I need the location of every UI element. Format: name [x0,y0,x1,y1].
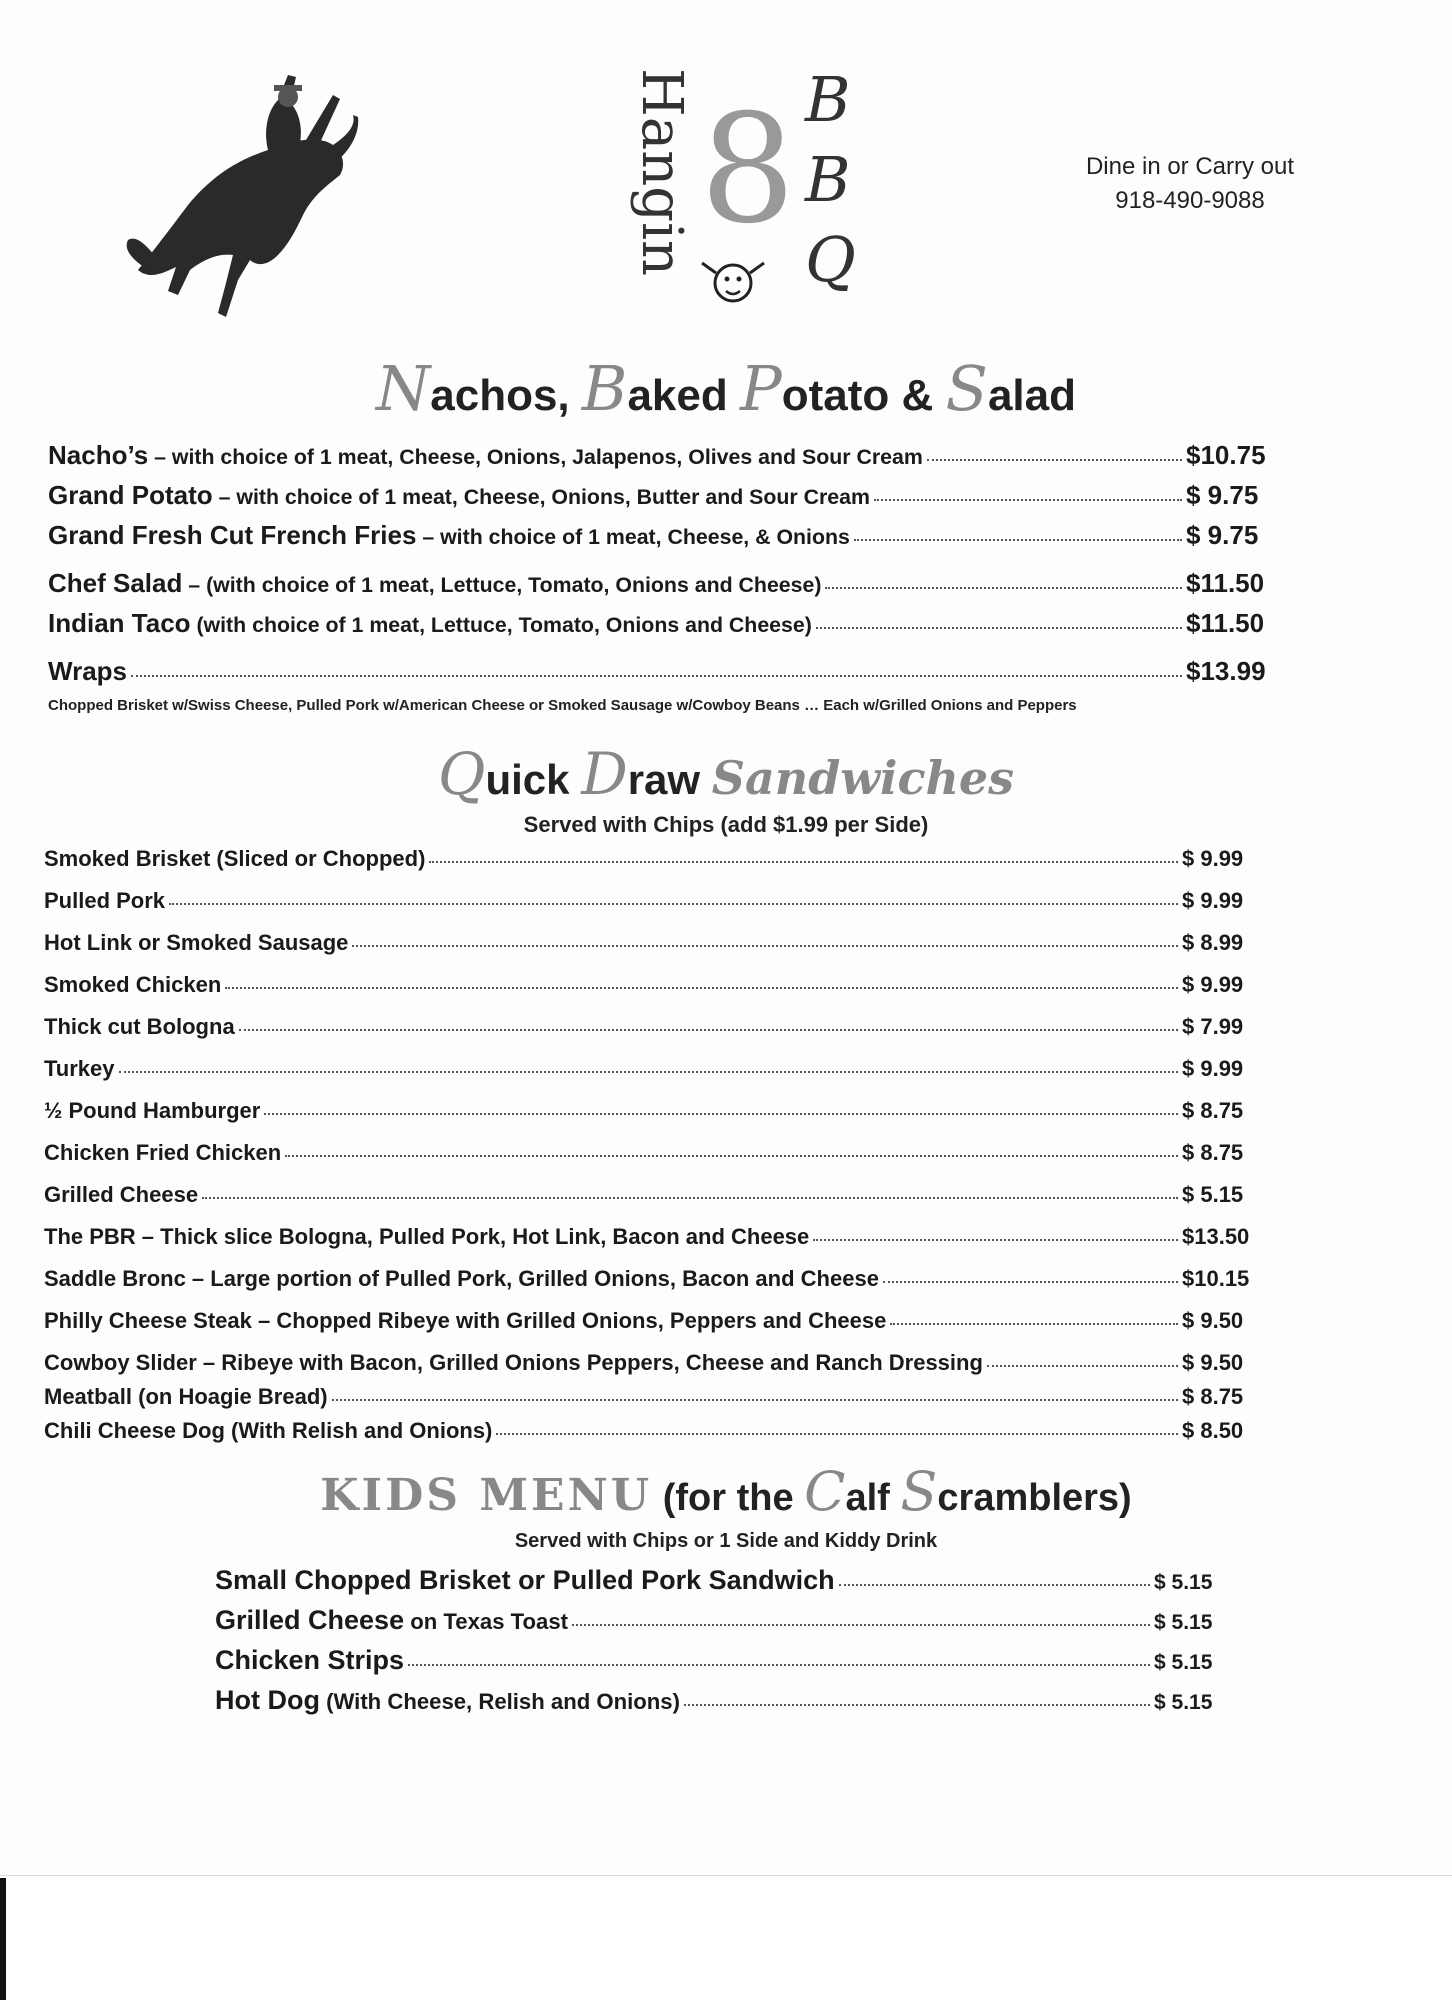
item-price: $ 9.99 [1182,972,1244,997]
item-price: $ 5.15 [1154,1651,1213,1674]
logo-bbq [805,60,875,300]
leader-dots [890,1323,1178,1325]
leader-dots [408,1664,1150,1666]
item-name: Hot Dog [215,1685,320,1715]
leader-dots [825,587,1182,589]
title-cap: S [900,1460,938,1523]
item-price: $ 9.99 [1182,888,1244,913]
item-name: Smoked Chicken [44,972,222,997]
nachos-section-title [0,352,1452,425]
menu-item [44,1182,1254,1208]
sandwich-subtitle: Served with Chips (add $1.99 per Side) [523,812,929,837]
title-rest: achos, [430,371,582,420]
leader-dots [202,1197,1178,1199]
scan-edge-mark [0,1878,6,2000]
item-price: $ 5.15 [1182,1182,1244,1207]
item-name: Chili Cheese Dog (With Relish and Onions) [44,1418,493,1443]
item-desc: (with choice of 1 meat, Lettuce, Tomato, Onions and Cheese) [190,613,812,637]
menu-item [215,1605,1220,1636]
item-price: $10.15 [1182,1266,1250,1291]
leader-dots [854,539,1182,541]
leader-dots [927,459,1182,461]
item-name: Chicken Fried Chicken [44,1140,282,1165]
logo-word-text: Hangin [629,68,694,277]
menu-item [44,1098,1254,1124]
menu-item [44,1224,1254,1250]
item-name: ½ Pound Hamburger [44,1098,261,1123]
leader-dots [264,1113,1178,1115]
item-name: Saddle Bronc – Large portion of Pulled Pork, Grilled Onions, Bacon and Cheese [44,1266,879,1291]
leader-dots [225,987,1178,989]
item-name: Meatball (on Hoagie Bread) [44,1384,328,1409]
title-rest: cramblers) [937,1477,1132,1519]
menu-item [215,1565,1220,1596]
item-price: $ 9.99 [1182,846,1244,871]
item-desc: on Texas Toast [404,1609,569,1634]
leader-dots [352,945,1178,947]
menu-item [44,1384,1254,1410]
title-cap: C [804,1460,846,1523]
leader-dots [496,1433,1178,1435]
menu-item [44,1140,1254,1166]
item-price: $ 5.15 [1154,1571,1213,1594]
phone-number: 918-490-9088 [1115,187,1265,214]
title-cap: Q [437,740,486,808]
title-script: Sandwiches [711,751,1015,805]
logo-eight: 8 [700,83,796,257]
item-desc: – with choice of 1 meat, Cheese, & Onions [416,525,850,549]
item-price: $ 8.50 [1182,1418,1244,1443]
item-name: Grand Potato [48,480,213,510]
item-price: $13.50 [1182,1224,1250,1249]
menu-item [44,1308,1254,1334]
title-rest: alad [987,371,1076,420]
item-name: Grand Fresh Cut French Fries [48,520,417,550]
dine-carry-text: Dine in or Carry out [1085,153,1295,180]
leader-dots [987,1365,1178,1367]
menu-item [48,440,1268,471]
leader-dots [839,1584,1150,1586]
title-cap: S [945,352,988,425]
item-price: $ 9.50 [1182,1308,1244,1333]
item-desc: – (with choice of 1 meat, Lettuce, Tomato, Onions and Cheese) [182,573,822,597]
bull-rider-logo [118,55,358,320]
menu-item [48,656,1268,687]
item-price: $ 9.99 [1182,1056,1244,1081]
item-price: $ 9.75 [1186,480,1259,510]
leader-dots [816,627,1182,629]
title-cap: B [581,352,628,425]
item-price: $10.75 [1186,440,1266,470]
menu-item [48,568,1268,599]
item-price: $ 5.15 [1154,1611,1213,1634]
title-rest: raw [627,756,712,803]
kids-section-title [0,1460,1452,1523]
leader-dots [119,1071,1178,1073]
item-name: Wraps [48,656,127,686]
logo-hangin-word [585,58,694,308]
leader-dots [883,1281,1178,1283]
item-price: $ 9.50 [1182,1350,1244,1375]
leader-dots [239,1029,1178,1031]
kids-menu-label: KIDS MENU [320,1470,653,1521]
scan-bottom-margin [0,1875,1452,2001]
menu-item [44,930,1254,956]
title-rest: alf [845,1477,901,1519]
calf-face-icon [698,245,768,315]
logo-bbq-letter: B [805,63,851,136]
title-cap: N [376,352,431,425]
item-price: $13.99 [1186,656,1266,686]
item-price: $ 8.99 [1182,930,1244,955]
item-price: $ 9.75 [1186,520,1259,550]
item-price: $ 7.99 [1182,1014,1244,1039]
item-price: $11.50 [1186,608,1265,638]
item-name: Grilled Cheese [215,1605,405,1635]
item-price: $11.50 [1186,568,1265,598]
item-price: $ 8.75 [1182,1384,1244,1409]
item-name: Philly Cheese Steak – Chopped Ribeye with Grilled Onions, Peppers and Cheese [44,1308,887,1333]
item-name: Indian Taco [48,608,191,638]
item-price: $ 8.75 [1182,1098,1244,1123]
item-name: Pulled Pork [44,888,166,913]
wraps-note: Chopped Brisket w/Swiss Cheese, Pulled Pork w/American Cheese or Smoked Sausage w/Cowboy Beans … Each w/Grilled Onions and Peppers [48,697,1077,714]
item-name: The PBR – Thick slice Bologna, Pulled Pork, Hot Link, Bacon and Cheese [44,1224,810,1249]
leader-dots [874,499,1182,501]
menu-item [44,1056,1254,1082]
logo-bbq-letter: B [805,143,851,216]
leader-dots [429,861,1178,863]
item-name: Hot Link or Smoked Sausage [44,930,349,955]
menu-item [44,1350,1254,1376]
leader-dots [684,1704,1150,1706]
title-cap: P [739,352,782,425]
contact-info [1060,150,1320,218]
item-name: Grilled Cheese [44,1182,199,1207]
title-rest: uick [485,756,582,803]
title-rest: otato & [781,371,946,420]
leader-dots [285,1155,1178,1157]
item-name: Small Chopped Brisket or Pulled Pork Sandwich [215,1565,835,1595]
menu-item [44,1418,1254,1444]
menu-item [44,888,1254,914]
logo-bbq-letter: Q [805,223,856,296]
leader-dots [169,903,1178,905]
menu-item [44,846,1254,872]
leader-dots [332,1399,1178,1401]
menu-item [215,1685,1220,1716]
item-price: $ 8.75 [1182,1140,1244,1165]
menu-item [48,480,1268,511]
item-name: Nacho’s [48,440,149,470]
item-name: Cowboy Slider – Ribeye with Bacon, Grilled Onions Peppers, Cheese and Ranch Dressing [44,1350,983,1375]
menu-item [44,1266,1254,1292]
item-name: Thick cut Bologna [44,1014,235,1039]
kids-subtitle: Served with Chips or 1 Side and Kiddy Drink [514,1530,938,1552]
title-rest: aked [627,371,740,420]
menu-item [48,608,1268,639]
menu-item [44,1014,1254,1040]
title-cap: D [581,740,628,808]
leader-dots [131,675,1182,677]
sandwich-section-title [0,740,1452,808]
menu-item [44,972,1254,998]
item-desc: – with choice of 1 meat, Cheese, Onions, Jalapenos, Olives and Sour Cream [148,445,923,469]
item-desc: (With Cheese, Relish and Onions) [319,1689,680,1714]
item-desc: – with choice of 1 meat, Cheese, Onions, Butter and Sour Cream [212,485,870,509]
leader-dots [572,1624,1150,1626]
item-name: Smoked Brisket (Sliced or Chopped) [44,846,426,871]
title-rest: (for the [652,1477,805,1519]
item-name: Turkey [44,1056,115,1081]
item-name: Chicken Strips [215,1645,405,1675]
menu-item [215,1645,1220,1676]
leader-dots [813,1239,1178,1241]
item-name: Chef Salad [48,568,183,598]
menu-item [48,520,1268,551]
item-price: $ 5.15 [1154,1691,1213,1714]
